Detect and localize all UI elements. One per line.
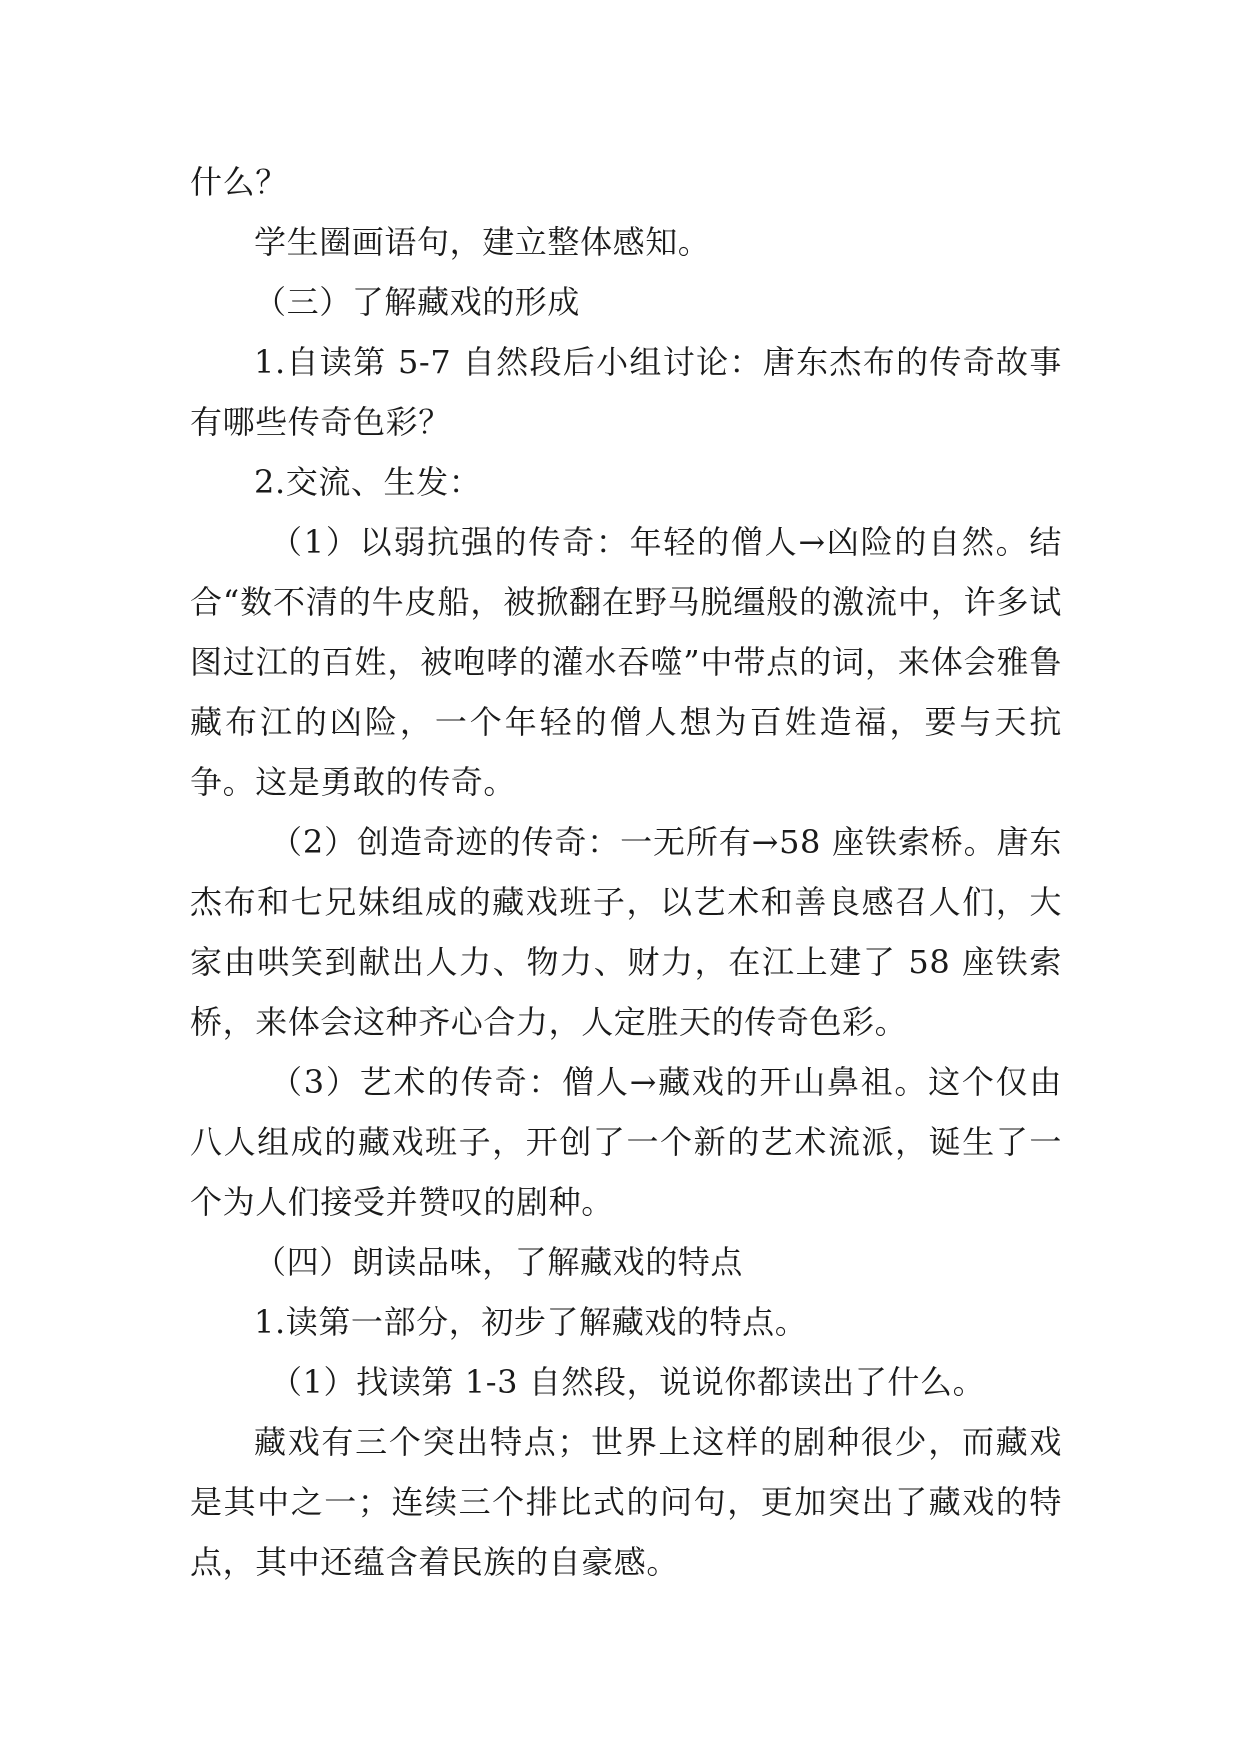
paragraph-point-1: （1）以弱抗强的传奇：年轻的僧人→凶险的自然。结合“数不清的牛皮船，被掀翻在野马脱缰般的激流中，许多试图过江的百姓，被咆哮的灌水吞噬”中带点的词，来体会雅鲁藏布江的凶险，一个年轻的僧人想为百姓造福，要与天抗争。这是勇敢的传奇。 bbox=[190, 523, 1062, 801]
paragraph-step-2: 2.交流、生发： bbox=[254, 463, 482, 501]
paragraph-step-1: 1.自读第 5-7 自然段后小组讨论：唐东杰布的传奇故事有哪些传奇色彩？ bbox=[190, 343, 1062, 441]
paragraph-point-find: （1）找读第 1-3 自然段，说说你都读出了什么。 bbox=[270, 1363, 986, 1401]
paragraph-summary: 藏戏有三个突出特点；世界上这样的剧种很少，而藏戏是其中之一；连续三个排比式的问句，更加突出了藏戏的特点，其中还蕴含着民族的自豪感。 bbox=[190, 1423, 1062, 1581]
paragraph-student-activity: 学生圈画语句，建立整体感知。 bbox=[254, 223, 711, 261]
document-body bbox=[190, 152, 1062, 1592]
paragraph-point-2: （2）创造奇迹的传奇：一无所有→58 座铁索桥。唐东杰布和七兄妹组成的藏戏班子，以艺术和善良感召人们，大家由哄笑到献出人力、物力、财力，在江上建了 58 座铁索桥，来体会这种齐心合力，人定胜天的传奇色彩。 bbox=[190, 823, 1062, 1041]
section-heading-four: （四）朗读品味，了解藏戏的特点 bbox=[254, 1243, 744, 1281]
paragraph-point-3: （3）艺术的传奇：僧人→藏戏的开山鼻祖。这个仅由八人组成的藏戏班子，开创了一个新的艺术流派，诞生了一个为人们接受并赞叹的剧种。 bbox=[190, 1063, 1062, 1221]
section-heading-three: （三）了解藏戏的形成 bbox=[254, 283, 581, 321]
paragraph-step-1-read: 1.读第一部分，初步了解藏戏的特点。 bbox=[254, 1303, 808, 1341]
paragraph-continuation: 什么？ bbox=[190, 163, 288, 201]
